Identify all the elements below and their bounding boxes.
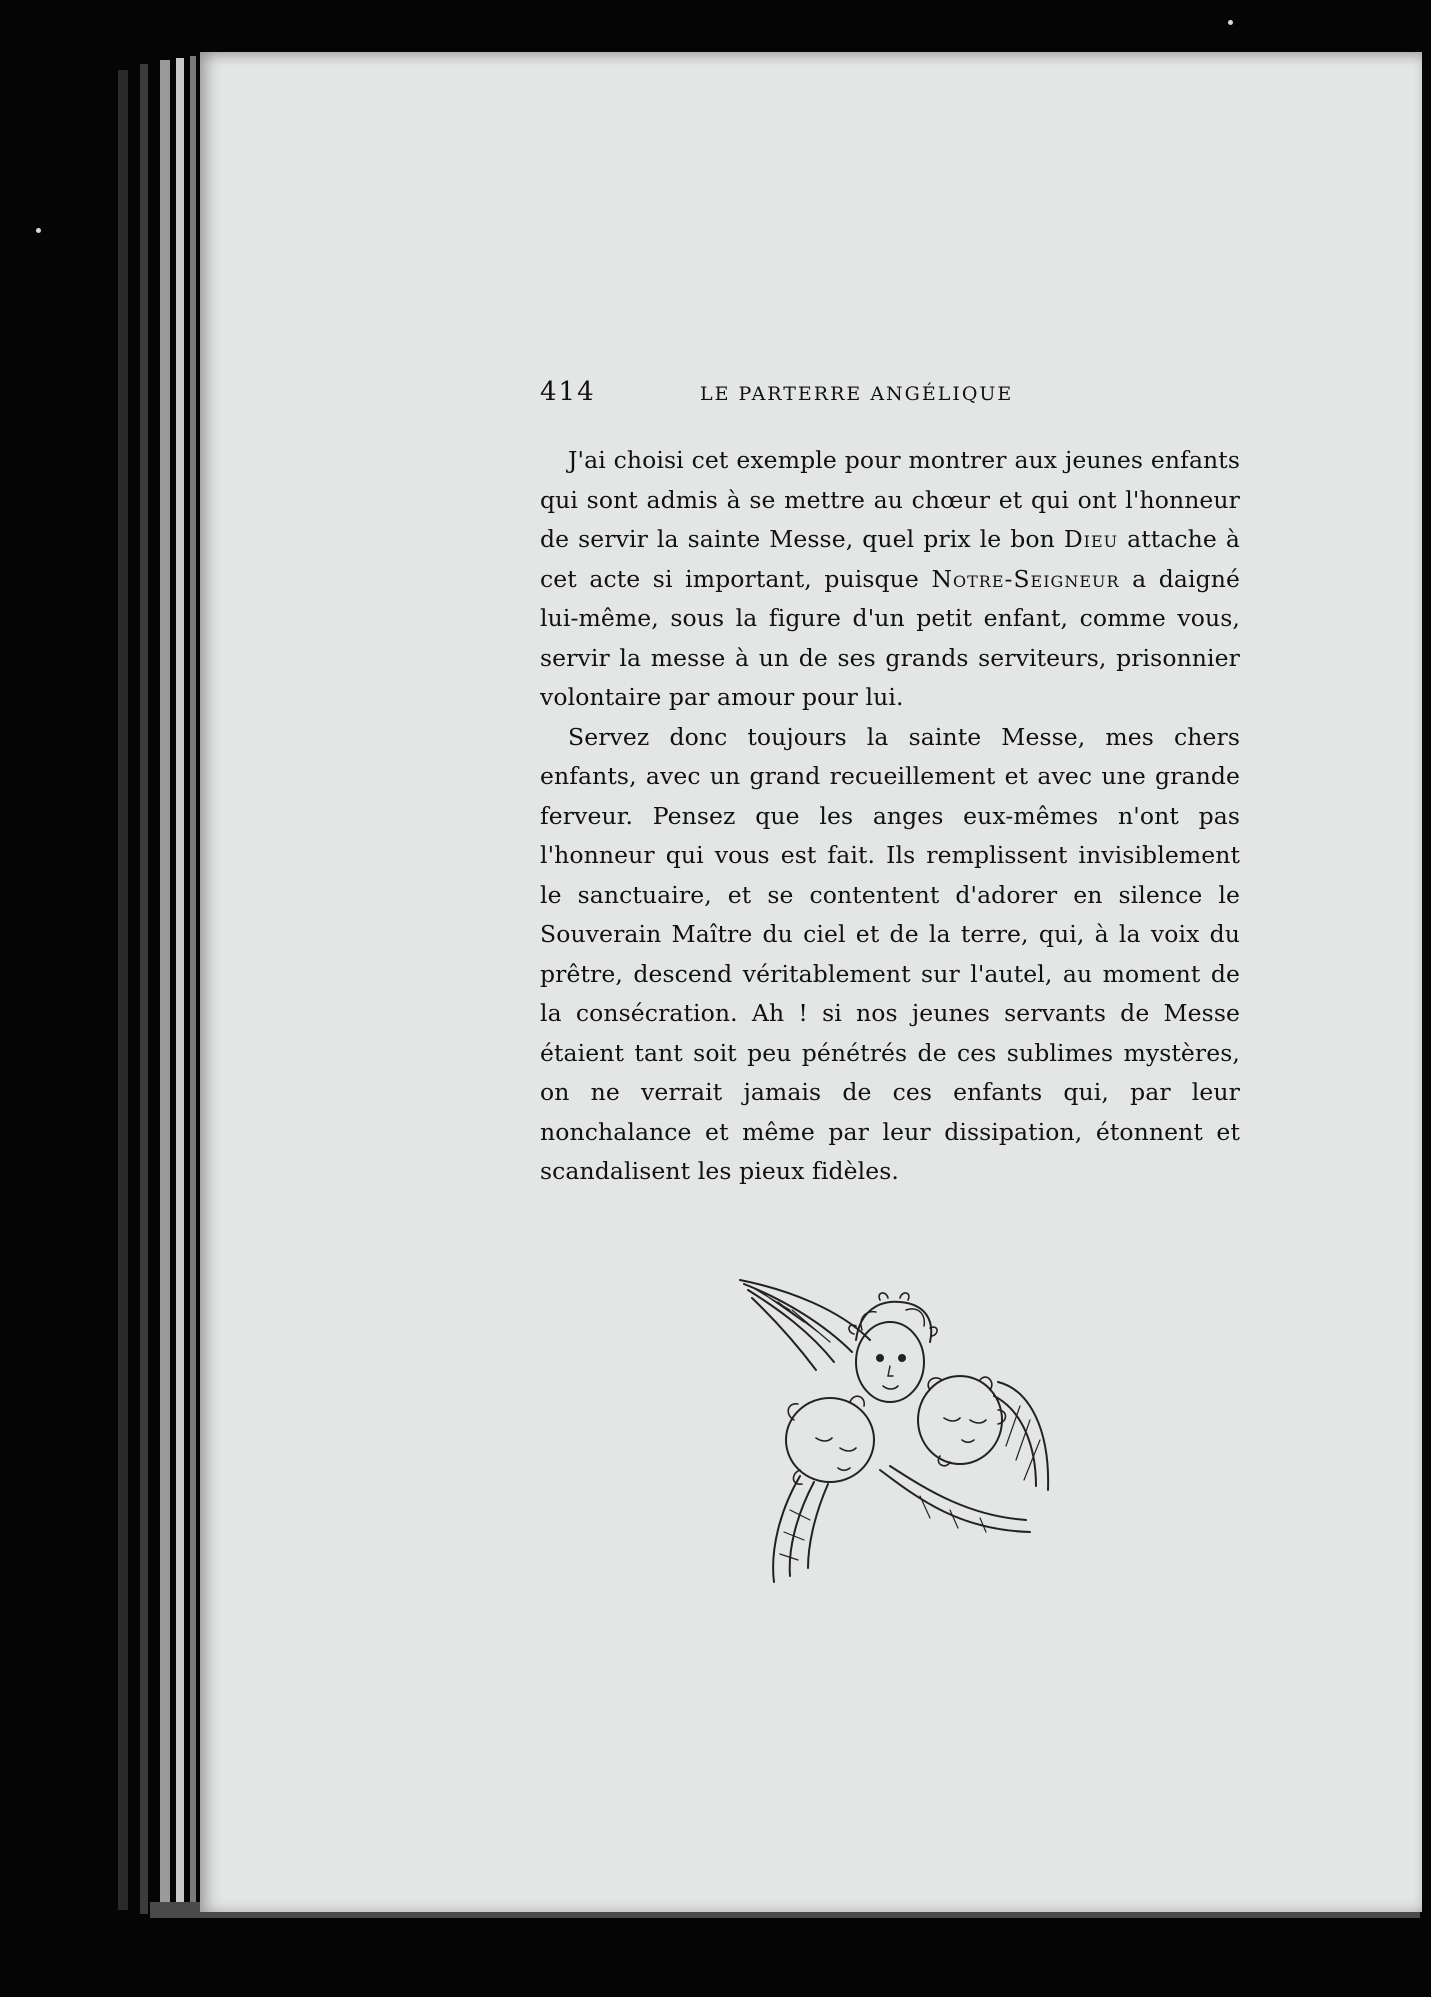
page-content — [540, 377, 1240, 1192]
scan-speck — [36, 228, 41, 233]
small-caps-text: Notre-Seigneur — [931, 564, 1120, 593]
book-edge — [190, 56, 196, 1918]
body-text — [540, 441, 1240, 1192]
page-number: 414 — [540, 377, 596, 407]
book-page — [200, 52, 1422, 1912]
paragraph-text: Servez donc toujours la sainte Messe, mes chers enfants, avec un grand recueillement et avec une grande ferveur. Pensez que les anges eux-mêmes n'ont pas l'honneur qui vous est fait. Ils remplissent invisiblement le sanctuaire, et se contentent d'adorer en silence le Souverain Maître du ciel et de la terre, qui, à la voix du prêtre, descend véritablement sur l'autel, au moment de la consécration. Ah ! si nos jeunes servants de Messe étaient tant soit peu pénétrés de ces sublimes mystères, on ne verrait jamais de ces enfants qui, par leur nonchalance et même par leur dissipation, étonnent et scandalisent les pieux fidèles. — [540, 722, 1240, 1185]
paragraph-text: a daigné lui-même, sous la figure d'un petit enfant, comme vous, servir la messe à un de ses grands serviteurs, prisonnier volontaire par amour pour lui. — [540, 564, 1240, 711]
book-edge — [140, 64, 148, 1914]
cherubs-vignette-icon — [730, 1270, 1060, 1590]
paragraph-text: J'ai choisi cet exemple pour montrer aux jeunes enfants qui sont admis à se mettre au chœur et qui ont l'honneur de servir la sainte Messe, quel prix le bon — [540, 446, 1240, 553]
scan-speck — [1228, 20, 1233, 25]
book-edge — [118, 70, 128, 1910]
paragraph — [540, 718, 1240, 1192]
small-caps-text: Dieu — [1063, 525, 1119, 553]
paragraph-text: attache à cet acte si important, puisque — [540, 525, 1240, 593]
paragraph — [540, 441, 1240, 718]
running-head — [540, 377, 1240, 421]
book-edge — [160, 60, 170, 1916]
book-edge — [176, 58, 184, 1918]
running-title: LE PARTERRE ANGÉLIQUE — [700, 383, 1014, 405]
